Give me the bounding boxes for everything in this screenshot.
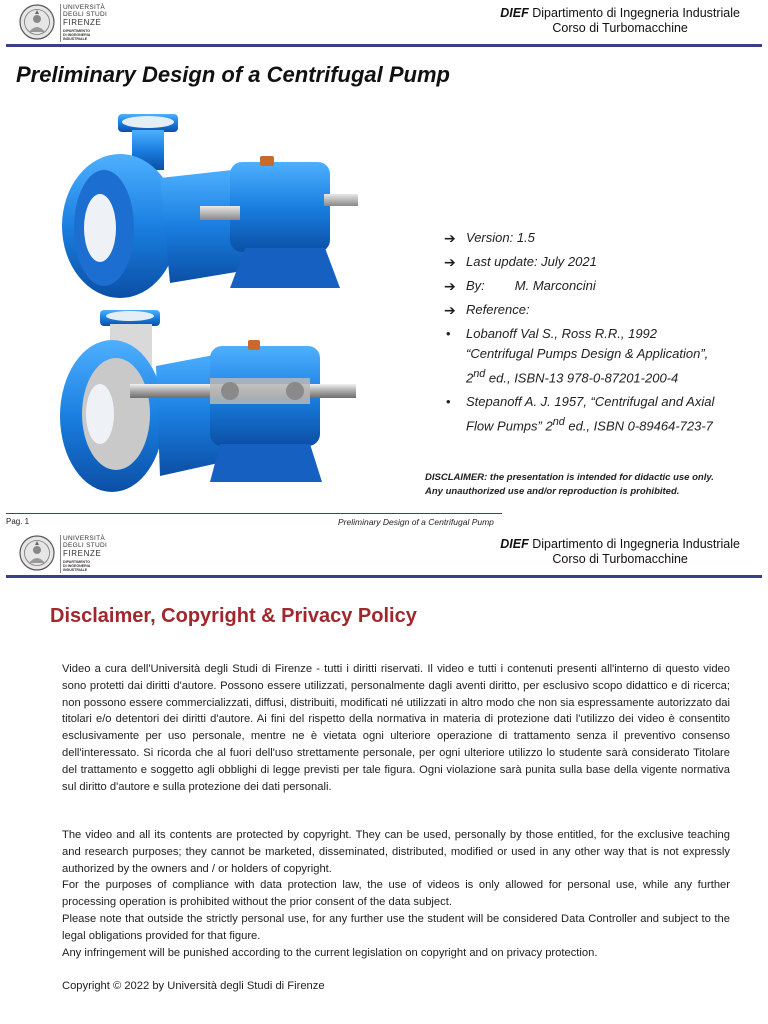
logo-divider: [60, 535, 61, 573]
italian-disclaimer: [62, 661, 730, 795]
dept-small-line3: INDUSTRIALE: [63, 568, 88, 572]
arrow-right-icon: ➔: [444, 278, 456, 294]
dept-small-line1: DIPARTIMENTO: [63, 29, 91, 33]
course-name: Corso di Turbomacchine: [552, 21, 688, 35]
university-seal-icon: [18, 533, 56, 573]
dept-small-line2: DI INGEGNERIA: [63, 33, 91, 37]
university-seal-icon: [18, 2, 56, 42]
footer-title: Preliminary Design of a Centrifugal Pump: [338, 517, 494, 527]
bullet-icon: •: [446, 394, 451, 410]
page-title: Preliminary Design of a Centrifugal Pump: [16, 62, 450, 87]
header-department: [500, 6, 740, 36]
page-number: Pag. 1: [6, 517, 30, 526]
footer-rule: [6, 513, 502, 514]
header-rule: [6, 44, 762, 47]
pump-cutaway-image: [60, 306, 360, 500]
reference-item: [444, 300, 744, 320]
university-name-line3: FIRENZE: [63, 18, 102, 27]
university-name: [63, 4, 118, 27]
course-name: Corso di Turbomacchine: [552, 552, 688, 566]
reference-1: [444, 324, 744, 388]
header-rule: [6, 575, 762, 578]
reference-1-line1: Lobanoff Val S., Ross R.R., 1992: [466, 326, 658, 341]
university-name-line2: DEGLI STUDI: [63, 11, 108, 18]
dept-small-line2: DI INGEGNERIA: [63, 564, 91, 568]
english-paragraph-1: The video and all its contents are protected by copyright. They can be used, personally by those entitled, for the exclusive teaching and research purposes; they cannot be marketed, disseminated, distributed, modified or used in any other way that is not expressly authorized by the owners and / or holders of copyright.: [62, 829, 730, 875]
english-paragraph-3: Please note that outside the strictly personal use, for any further use the student will be considered Data Controller and subject to the legal obligations provided for that figure.: [62, 912, 730, 942]
last-update-item: [444, 252, 744, 272]
reference-1-line2: “Centrifugal Pumps Design & Application”,: [466, 346, 709, 361]
disclaimer-title: Disclaimer, Copyright & Privacy Policy: [50, 605, 417, 627]
reference-1-edition-number: 2: [466, 370, 474, 386]
english-disclaimer: [62, 827, 730, 961]
arrow-right-icon: ➔: [444, 254, 456, 270]
bullet-icon: •: [446, 326, 451, 341]
version-item: [444, 228, 744, 248]
reference-2-title-end: Flow Pumps” 2: [466, 418, 553, 434]
copyright-notice: Copyright © 2022 by Università degli Studi di Firenze: [62, 980, 325, 992]
reference-1-isbn: ed., ISBN-13 978-0-87201-200-4: [485, 370, 679, 386]
presentation-info: [444, 228, 744, 441]
department-name-small: [63, 29, 103, 41]
dept-small-line3: INDUSTRIALE: [63, 37, 88, 41]
reference-2-edition-suffix: nd: [552, 416, 565, 429]
dept-name: Dipartimento di Ingegneria Industriale: [532, 537, 740, 551]
reference-1-edition-suffix: nd: [473, 368, 486, 380]
university-name-line1: UNIVERSITÀ: [63, 4, 106, 11]
arrow-right-icon: ➔: [444, 230, 456, 246]
author-label: By:: [466, 278, 485, 293]
version-text: Version: 1.5: [466, 230, 535, 245]
logo-divider: [60, 4, 61, 42]
university-logo: [18, 2, 138, 44]
last-update-text: Last update: July 2021: [466, 254, 597, 269]
dept-abbreviation: DIEF: [500, 6, 529, 20]
dept-abbreviation: DIEF: [500, 537, 529, 551]
university-name-line2: DEGLI STUDI: [63, 542, 108, 549]
reference-2-line1: Stepanoff A. J. 1957, “Centrifugal and Axial: [466, 394, 715, 410]
university-logo: [18, 533, 138, 575]
author-item: [444, 276, 744, 296]
disclaimer-line1: DISCLAIMER: the presentation is intended for didactic use only.: [425, 472, 714, 483]
english-paragraph-2: For the purposes of compliance with data protection law, the use of videos is only allowed for personal use, while any further processing operation is prohibited without the prior consent of the data subject.: [62, 879, 730, 909]
author-name: M. Marconcini: [514, 278, 596, 293]
didactic-disclaimer: [425, 471, 755, 499]
slide-2: [0, 531, 768, 1024]
reference-1-line3: [466, 364, 744, 388]
english-paragraph-4: Any infringement will be punished according to the current legislation on copyright and on privacy protection.: [62, 946, 598, 959]
reference-2-isbn: ed., ISBN 0-89464-723-7: [564, 418, 713, 434]
reference-label: Reference:: [466, 302, 530, 317]
university-name: [63, 535, 118, 558]
dept-name: Dipartimento di Ingegneria Industriale: [532, 6, 740, 20]
header-department: [500, 537, 740, 567]
reference-2: [444, 392, 744, 436]
reference-2-line2: [466, 412, 744, 436]
italian-paragraph: Video a cura dell'Università degli Studi di Firenze - tutti i diritti riservati. Il video e tutti i contenuti presenti all'interno di questo video sono protetti dai diritti d'autore. Possono essere utilizzati, personalmente dagli aventi diritto, per esclusivo scopo didattico e di ricerca; non possono essere commercializzati, diffusi, distribuiti, modificati né utilizzati in altro modo che non sia espressamente autorizzato dai titolari e/o detentori dei diritti d'autore. Ai fini del rispetto della normativa in materia di protezione dati l'utilizzo dei video è consentito esclusivamente per uso personale, mentre ne è vietata ogni ulteriore operazione di trattamento senza il preventivo consenso dell'interessato. Si ricorda che al fuori dell'uso strettamente personale, per ogni ulteriore utilizzo lo studente sarà considerato Titolare del trattamento e soggetto agli obblighi di legge previsti per tale figura. Ogni violazione sarà punita sulla base della vigente normativa sul diritto d'autore e sulla protezione dei dati personali.: [62, 663, 730, 793]
university-name-line1: UNIVERSITÀ: [63, 535, 106, 542]
department-name-small: [63, 560, 103, 572]
pump-assembled-image: [60, 108, 360, 306]
dept-small-line1: DIPARTIMENTO: [63, 560, 91, 564]
university-name-line3: FIRENZE: [63, 549, 102, 558]
arrow-right-icon: ➔: [444, 302, 456, 318]
disclaimer-line2: Any unauthorized use and/or reproduction is prohibited.: [425, 486, 680, 497]
